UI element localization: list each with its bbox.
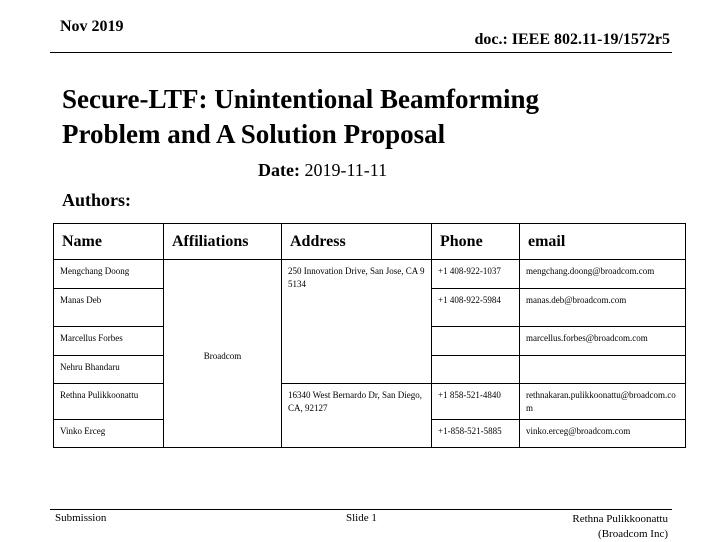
page-title xyxy=(62,82,662,152)
author-email: manas.deb@broadcom.com xyxy=(520,289,686,327)
author-email: marcellus.forbes@broadcom.com xyxy=(520,327,686,356)
author-name: Mengchang Doong xyxy=(54,260,164,289)
author-name: Nehru Bhandaru xyxy=(54,356,164,384)
author-name: Rethna Pulikkoonattu xyxy=(54,384,164,420)
date-value: 2019-11-11 xyxy=(304,160,388,180)
author-phone: +1 408-922-1037 xyxy=(432,260,520,289)
author-email: mengchang.doong@broadcom.com xyxy=(520,260,686,289)
footer-author-name: Rethna Pulikkoonattu xyxy=(572,513,668,525)
author-name: Vinko Erceg xyxy=(54,420,164,448)
table-row xyxy=(54,260,686,289)
date-label: Date: xyxy=(258,160,300,180)
col-header-address: Address xyxy=(282,224,432,260)
footer-submission: Submission xyxy=(55,512,107,524)
header-divider xyxy=(50,52,672,53)
author-phone: +1-858-521-5885 xyxy=(432,420,520,448)
authors-heading: Authors: xyxy=(62,190,132,210)
header-date: Nov 2019 xyxy=(60,18,124,35)
author-phone: +1 858-521-4840 xyxy=(432,384,520,420)
author-email: rethnakaran.pulikkoonattu@broadcom.com xyxy=(520,384,686,420)
table-row xyxy=(54,384,686,420)
footer-slide-number: Slide 1 xyxy=(346,512,377,524)
author-phone xyxy=(432,356,520,384)
author-email: vinko.erceg@broadcom.com xyxy=(520,420,686,448)
header-doc-id: doc.: IEEE 802.11-19/1572r5 xyxy=(474,31,670,48)
title-line-1: Secure-LTF: Unintentional Beamforming xyxy=(62,84,539,114)
col-header-phone: Phone xyxy=(432,224,520,260)
author-name: Marcellus Forbes xyxy=(54,327,164,356)
author-address: 250 Innovation Drive, San Jose, CA 95134 xyxy=(282,260,432,384)
authors-table xyxy=(53,223,686,448)
author-address: 16340 West Bernardo Dr, San Diego, CA, 92127 xyxy=(282,384,432,448)
author-email xyxy=(520,356,686,384)
date-row xyxy=(258,160,387,181)
col-header-affiliations: Affiliations xyxy=(164,224,282,260)
author-name: Manas Deb xyxy=(54,289,164,327)
title-line-2: Problem and A Solution Proposal xyxy=(62,119,446,149)
footer-divider xyxy=(50,509,672,510)
col-header-name: Name xyxy=(54,224,164,260)
table-header-row xyxy=(54,224,686,260)
author-phone: +1 408-922-5984 xyxy=(432,289,520,327)
author-phone xyxy=(432,327,520,356)
col-header-email: email xyxy=(520,224,686,260)
footer-author xyxy=(572,512,668,542)
author-affiliation: Broadcom xyxy=(164,260,282,448)
footer-author-company: (Broadcom Inc) xyxy=(598,528,668,540)
